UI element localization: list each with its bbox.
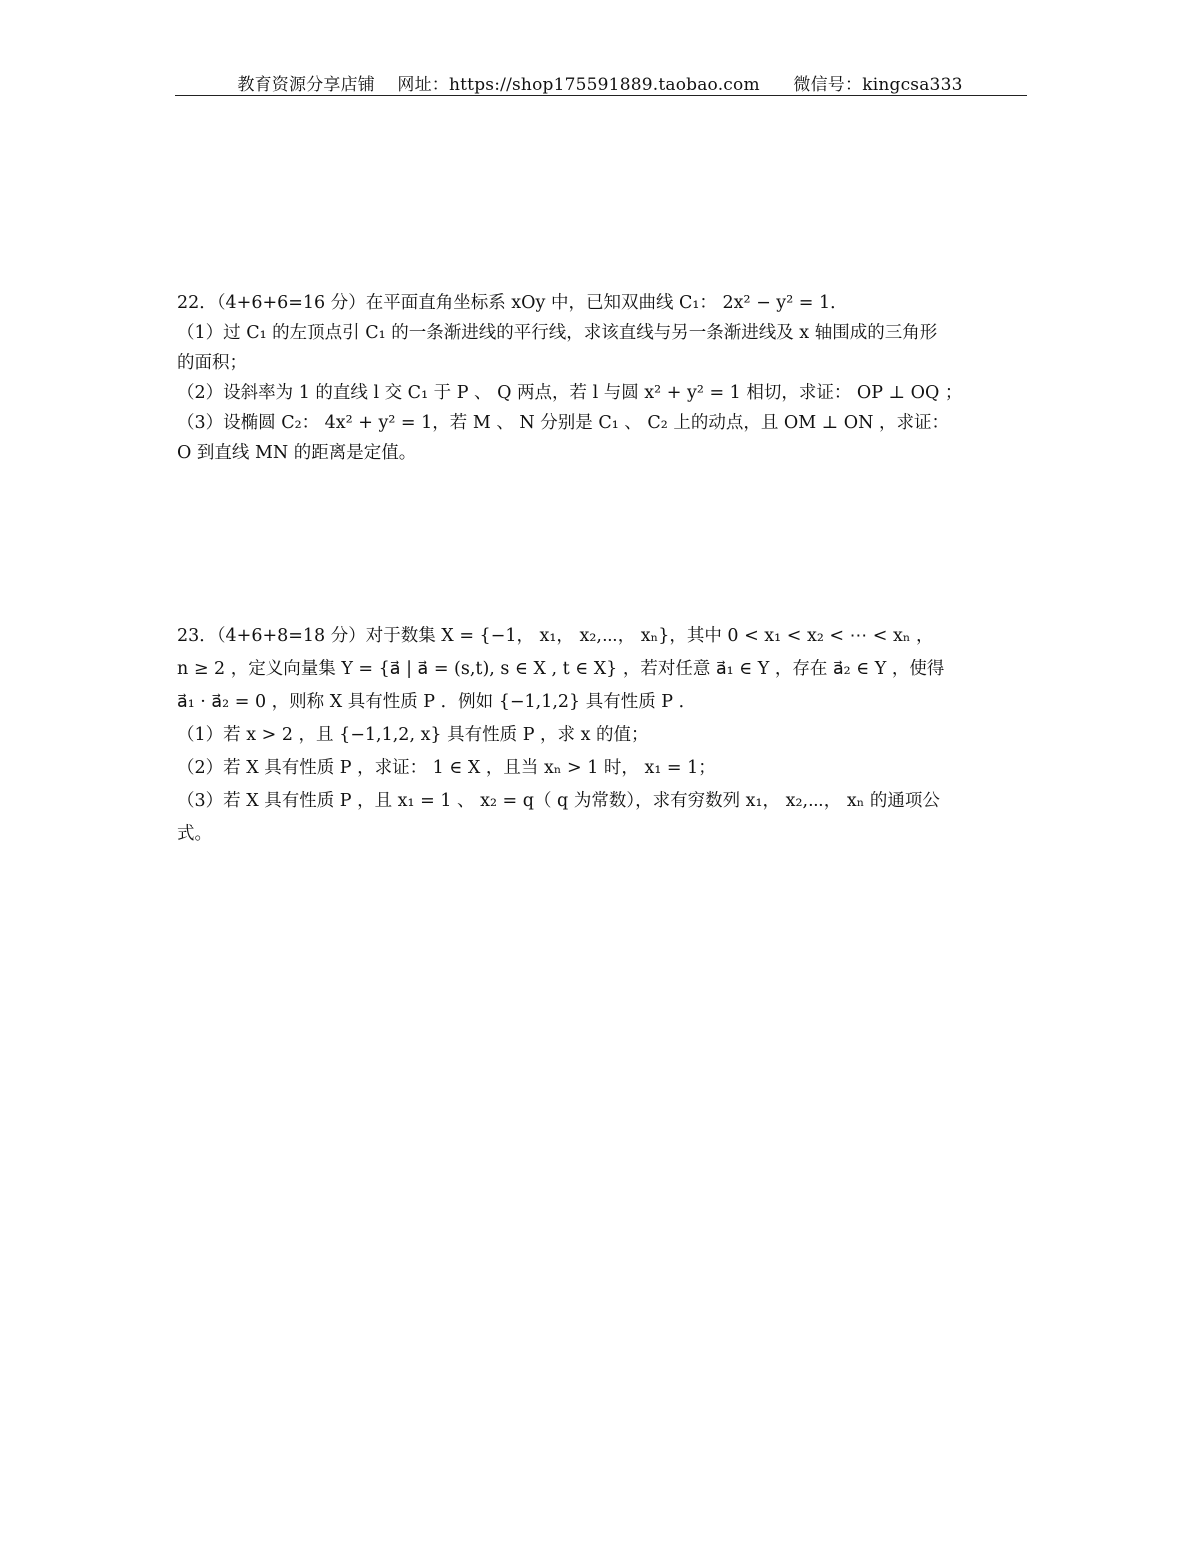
problem-23-line: 23．（4+6+8=18 分）对于数集 X = {−1， x₁， x₂,⋯， xₙ}，其中 0 < x₁ < x₂ < ⋯ < xₙ ， (177, 626, 934, 646)
problem-22-line: （3）设椭圆 C₂： 4x² + y² = 1，若 M 、 N 分别是 C₁ 、 C₂ 上的动点，且 OM ⊥ ON ，求证： (177, 413, 949, 433)
problem-22-line: （1）过 C₁ 的左顶点引 C₁ 的一条渐进线的平行线，求该直线与另一条渐进线及 x 轴围成的三角形 (177, 323, 938, 343)
problem-23-line: n ≥ 2 ，定义向量集 Y = {a⃗ | a⃗ = (s,t), s ∈ X , t ∈ X} ，若对任意 a⃗₁ ∈ Y ，存在 a⃗₂ ∈ Y ，使得 (177, 659, 945, 679)
problem-23-line: （2）若 X 具有性质 P ，求证： 1 ∈ X ，且当 xₙ > 1 时， x₁ = 1； (177, 758, 716, 778)
problem-22 (177, 288, 1025, 468)
problem-23-line: a⃗₁ · a⃗₂ = 0 ，则称 X 具有性质 P ．例如 {−1,1,2} 具有性质 P ． (177, 692, 697, 712)
header-divider (175, 95, 1027, 96)
page-header: 教育资源分享店铺 网址：https://shop175591889.taobao.com 微信号：kingcsa333 (237, 75, 963, 95)
problem-23-line: （1）若 x > 2 ，且 {−1,1,2, x} 具有性质 P ，求 x 的值； (177, 725, 649, 745)
problem-23 (177, 620, 1025, 851)
problem-22-line: 22．（4+6+6=16 分）在平面直角坐标系 xOy 中，已知双曲线 C₁： 2x² − y² = 1． (177, 293, 848, 313)
problem-22-line: （2）设斜率为 1 的直线 l 交 C₁ 于 P 、 Q 两点，若 l 与圆 x² + y² = 1 相切，求证： OP ⊥ OQ ； (177, 383, 963, 403)
problem-22-line: 的面积； (177, 353, 247, 373)
problem-23-line: 式。 (177, 824, 212, 844)
problem-23-line: （3）若 X 具有性质 P ，且 x₁ = 1 、 x₂ = q（ q 为常数），求有穷数列 x₁， x₂,⋯， xₙ 的通项公 (177, 791, 940, 811)
problem-22-line: O 到直线 MN 的距离是定值。 (177, 443, 417, 463)
